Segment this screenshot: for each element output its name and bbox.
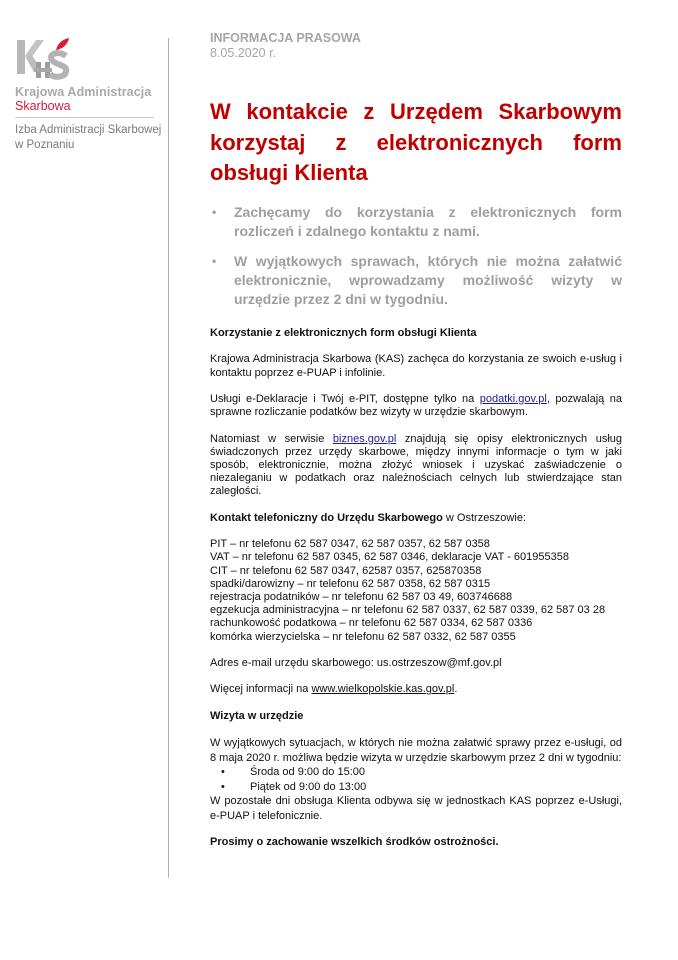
paragraph-biznes: Natomiast w serwisie biznes.gov.pl znajdują się opisy elektronicznych usług świadczonych przez urzędy skarbowe, między innymi informacje o tym w jaki sposób, elektronicznie, można złożyć wniosek i uzyskać zaświadczenie o niezaleganiu w podatkach oraz należnościach celnych lub stwierdzające stan zaległości.	[210, 432, 623, 498]
phone-line: VAT – nr telefonu 62 587 0345, 62 587 0346, deklaracje VAT - 601955358	[210, 551, 569, 564]
section-heading-visit: Wizyta w urzędzie	[210, 709, 304, 722]
section-heading-electronic: Korzystanie z elektronicznych form obsługi Klienta	[210, 327, 477, 339]
podatki-link[interactable]: podatki.gov.pl	[479, 392, 547, 405]
press-release-label: INFORMACJA PRASOWA	[210, 31, 361, 45]
phone-line: rachunkowość podatkowa – nr telefonu 62 587 0334, 62 587 0336	[210, 617, 533, 630]
visit-day: • Piątek od 9:00 do 13:00	[221, 780, 367, 793]
chamber-line-1: Izba Administracji Skarbowej	[15, 124, 162, 136]
contact-heading: Kontakt telefoniczny do Urzędu Skarbowego w Ostrzeszowie:	[210, 511, 526, 524]
highlight-item: • Zachęcamy do korzystania z elektronicznych form rozliczeń i zdalnego kontaktu z nami.	[212, 204, 622, 239]
phone-line: CIT – nr telefonu 62 587 0347, 62587 0357, 625870358	[210, 564, 482, 577]
bullet-icon: •	[212, 254, 217, 268]
release-date: 8.05.2020 r.	[210, 46, 277, 60]
visit-days-list	[210, 765, 622, 794]
kas-logo	[14, 36, 74, 84]
phone-line: PIT – nr telefonu 62 587 0347, 62 587 0357, 62 587 0358	[210, 538, 490, 551]
vertical-divider	[168, 38, 169, 878]
org-name: Krajowa Administracja	[15, 85, 152, 99]
wielkopolskie-link[interactable]: www.wielkopolskie.kas.gov.pl	[311, 683, 455, 696]
highlight-item: • W wyjątkowych sprawach, których nie można załatwić elektronicznie, wprowadzamy możliwość wizyty w urzędzie przez 2 dni w tygodniu.	[212, 253, 622, 307]
email-line: Adres e-mail urzędu skarbowego: us.ostrzeszow@mf.gov.pl	[210, 656, 502, 669]
paragraph-visit: W wyjątkowych sytuacjach, w których nie można załatwić sprawy przez e-usługi, od 8 maja 2020 r. możliwa będzie wizyta w urzędzie skarbowym przez 2 dni w tygodniu:	[210, 737, 622, 764]
bullet-icon: •	[212, 205, 217, 219]
biznes-link[interactable]: biznes.gov.pl	[332, 432, 397, 445]
phone-line: komórka wierzycielska – nr telefonu 62 587 0332, 62 587 0355	[210, 630, 516, 643]
paragraph-e-services: Usługi e-Deklaracje i Twój e-PIT, dostępne tylko na podatki.gov.pl, pozwalają na sprawne rozliczanie podatków bez wizyty w urzędzie skarbowym.	[210, 392, 622, 419]
sidebar-divider	[15, 117, 154, 118]
more-info-line: Więcej informacji na www.wielkopolskie.kas.gov.pl.	[210, 683, 458, 696]
phone-line: rejestracja podatników – nr telefonu 62 587 03 49, 603746688	[210, 590, 513, 603]
org-name-red: Skarbowa	[15, 99, 71, 113]
bullet-icon: •	[221, 780, 225, 793]
bullet-icon: •	[221, 766, 225, 779]
body-content	[210, 327, 622, 863]
page-title	[210, 97, 622, 189]
chamber-line-2: w Poznaniu	[15, 139, 75, 151]
phone-list	[210, 538, 622, 644]
title-line-2: korzystaj z elektronicznych form	[210, 129, 622, 155]
visit-day: • Środa od 9:00 do 15:00	[221, 766, 365, 779]
title-line-1: W kontakcie z Urzędem Skarbowym	[210, 99, 622, 124]
title-line-3: obsługi Klienta	[210, 160, 368, 185]
highlights-list	[210, 203, 622, 320]
phone-line: spadki/darowizny – nr telefonu 62 587 0358, 62 587 0315	[210, 577, 491, 590]
paragraph-other-days: W pozostałe dni obsługa Klienta odbywa się w jednostkach KAS poprzez e-Usługi, e-PUAP i telefonicznie.	[210, 795, 622, 822]
kas-logo-icon	[14, 36, 74, 84]
paragraph-kas: Krajowa Administracja Skarbowa (KAS) zachęca do korzystania ze swoich e-usług i kontaktu poprzez e-PUAP i infolinie.	[210, 353, 622, 379]
phone-line: egzekucja administracyjna – nr telefonu 62 587 0337, 62 587 0339, 62 587 03 28	[210, 604, 606, 617]
chamber-name	[15, 123, 161, 153]
closing-note: Prosimy o zachowanie wszelkich środków ostrożności.	[210, 836, 499, 849]
